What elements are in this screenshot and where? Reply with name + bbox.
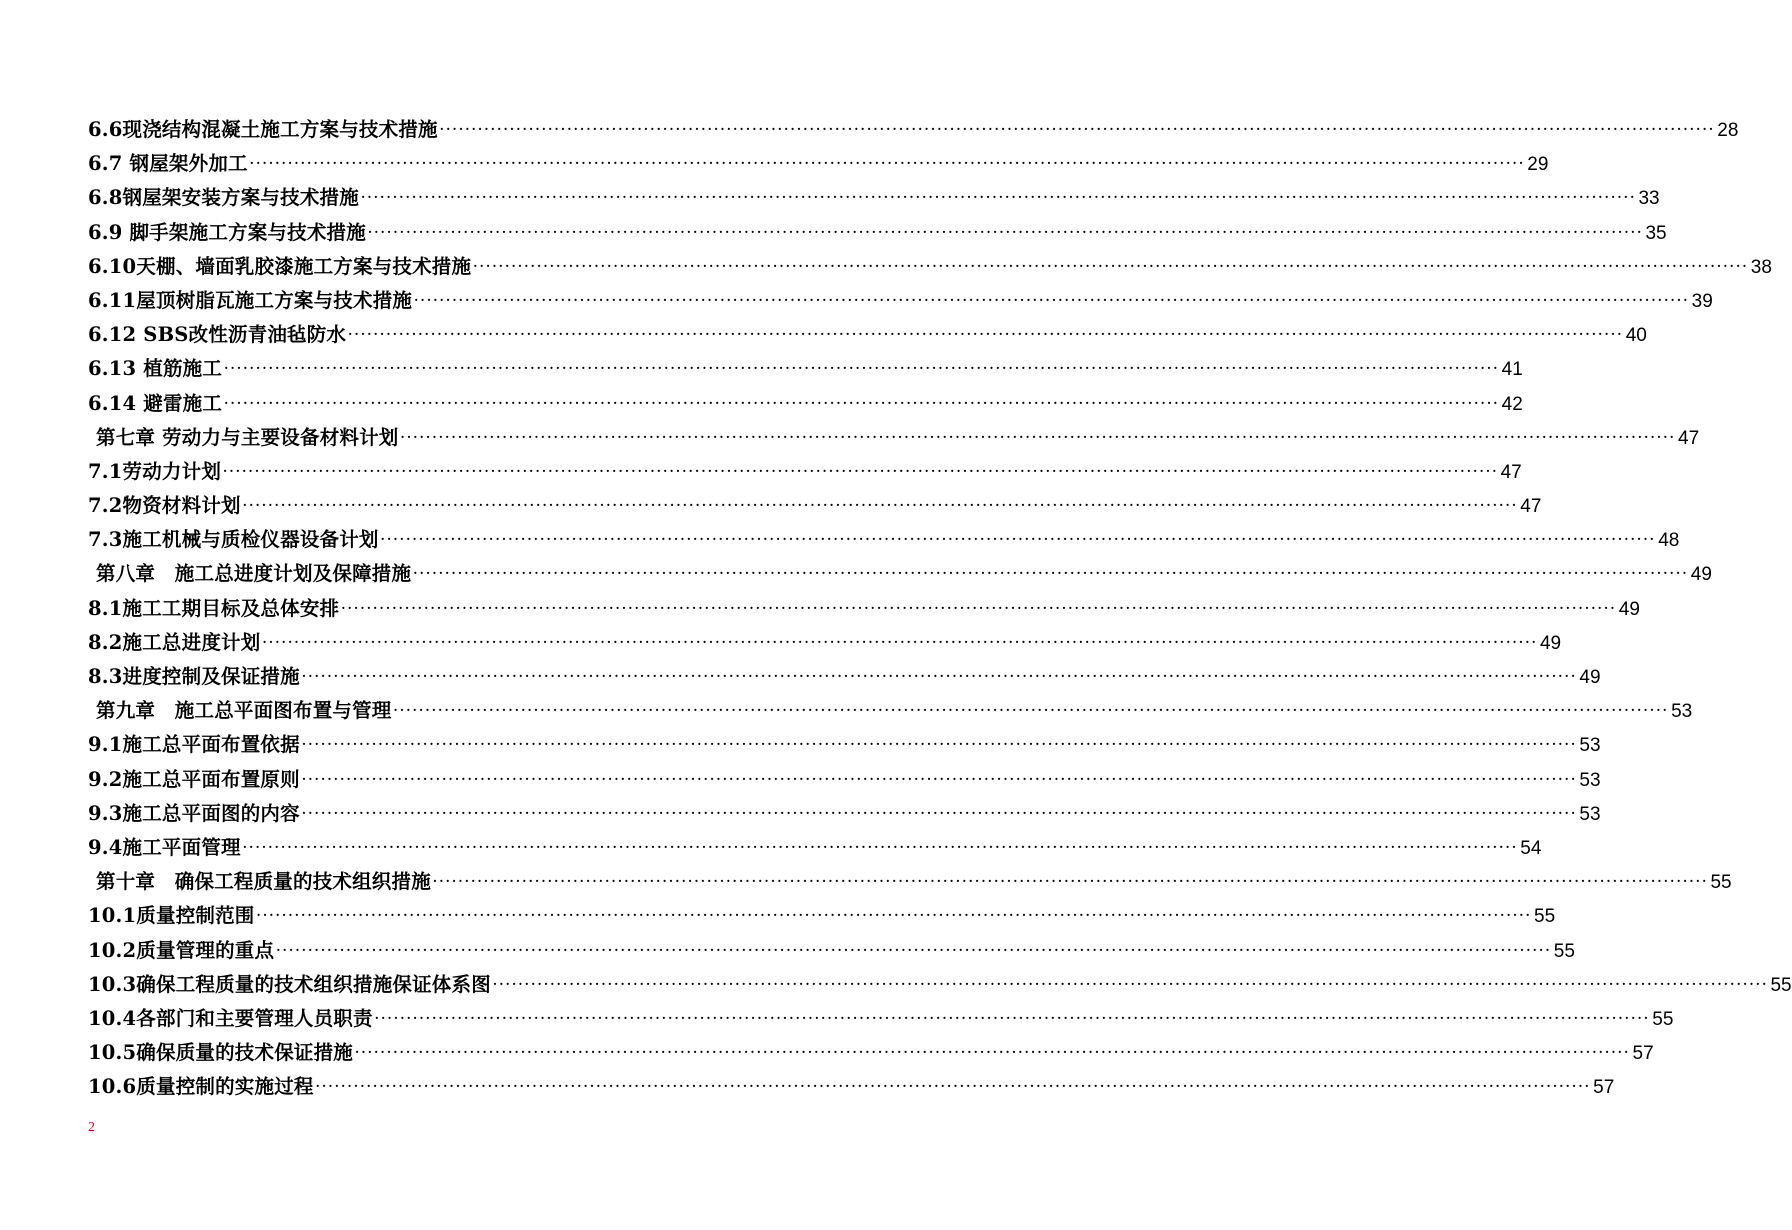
toc-dot-leader: ········································································································································································································ <box>242 839 1519 854</box>
toc-chapter-entry[interactable] <box>88 865 1732 899</box>
toc-entry-title: 6.6现浇结构混凝土施工方案与技术措施 <box>88 118 438 141</box>
toc-entry[interactable] <box>88 250 1772 284</box>
toc-dot-leader: ········································································································································································································ <box>242 498 1519 513</box>
toc-entry-title: 6.12 SBS改性沥青油毡防水 <box>88 323 347 347</box>
toc-entry-title: 10.1质量控制范围 <box>88 904 255 928</box>
toc-entry-page: 39 <box>1691 290 1713 312</box>
toc-entry[interactable] <box>88 216 1667 250</box>
toc-dot-leader: ········································································································································································································ <box>256 908 1533 923</box>
toc-dot-leader: ········································································································································································································ <box>315 1079 1592 1094</box>
toc-dot-leader: ········································································································································································································ <box>393 703 1670 718</box>
toc-dot-leader: ········································································································································································································ <box>439 122 1716 136</box>
toc-entry-title: 10.5确保质量的技术保证措施 <box>88 1041 353 1065</box>
toc-entry-page: 33 <box>1638 188 1660 210</box>
toc-entry-title: 6.14 避雷施工 <box>88 391 223 415</box>
toc-entry-page: 38 <box>1750 256 1772 278</box>
toc-dot-leader: ········································································································································································································ <box>374 1010 1651 1025</box>
toc-entry[interactable] <box>88 387 1523 421</box>
toc-entry-page: 48 <box>1658 530 1680 552</box>
toc-entry-title: 10.3确保工程质量的技术组织措施保证体系图 <box>88 972 491 996</box>
toc-entry-page: 53 <box>1579 769 1601 791</box>
toc-entry-title: 6.13 植筋施工 <box>88 357 223 381</box>
toc-entry[interactable] <box>88 1036 1654 1070</box>
toc-chapter-entry[interactable] <box>88 694 1693 728</box>
toc-dot-leader: ········································································································································································································ <box>414 292 1690 307</box>
toc-entry[interactable] <box>88 1070 1615 1104</box>
table-of-contents <box>88 113 1792 1104</box>
toc-entry-title: 10.2质量管理的重点 <box>88 938 275 962</box>
toc-entry[interactable] <box>88 728 1601 762</box>
toc-entry-title: 10.6质量控制的实施过程 <box>88 1075 314 1099</box>
toc-entry-page: 47 <box>1678 427 1700 449</box>
toc-entry-page: 54 <box>1520 837 1542 859</box>
toc-entry-page: 57 <box>1593 1077 1615 1099</box>
toc-entry[interactable] <box>88 899 1556 933</box>
toc-entry[interactable] <box>88 660 1601 694</box>
toc-entry-title: 9.3施工总平面图的内容 <box>88 801 300 825</box>
toc-entry-title: 第八章 施工总进度计划及保障措施 <box>96 562 412 586</box>
toc-entry-title: 7.1劳动力计划 <box>88 459 222 483</box>
toc-dot-leader: ········································································································································································································ <box>224 395 1500 410</box>
toc-entry-title: 6.11屋顶树脂瓦施工方案与技术措施 <box>88 288 413 312</box>
toc-entry[interactable] <box>88 626 1562 660</box>
toc-dot-leader: ········································································································································································································ <box>249 156 1526 171</box>
toc-entry-page: 55 <box>1710 872 1732 894</box>
toc-entry-title: 6.9 脚手架施工方案与技术措施 <box>88 220 366 244</box>
toc-dot-leader: ········································································································································································································ <box>355 1045 1631 1060</box>
toc-entry-title: 6.8钢屋架安装方案与技术措施 <box>88 186 359 210</box>
toc-entry[interactable] <box>88 968 1792 1002</box>
toc-entry[interactable] <box>88 1002 1674 1036</box>
toc-entry-page: 55 <box>1553 940 1575 962</box>
toc-entry-page: 53 <box>1671 701 1693 723</box>
toc-dot-leader: ········································································································································································································ <box>473 258 1749 273</box>
toc-entry-page: 53 <box>1579 803 1601 825</box>
toc-dot-leader: ········································································································································································································ <box>367 224 1644 239</box>
toc-entry-page: 53 <box>1579 735 1601 757</box>
toc-entry[interactable] <box>88 523 1680 557</box>
toc-entry[interactable] <box>88 181 1660 215</box>
toc-entry-page: 28 <box>1717 120 1739 141</box>
toc-chapter-entry[interactable] <box>88 421 1700 455</box>
toc-entry[interactable] <box>88 147 1549 181</box>
toc-entry[interactable] <box>88 113 1739 147</box>
toc-entry-page: 55 <box>1770 974 1792 996</box>
toc-entry-title: 7.2物资材料计划 <box>88 494 241 518</box>
toc-dot-leader: ········································································································································································································ <box>400 429 1677 444</box>
toc-entry[interactable] <box>88 797 1601 831</box>
toc-entry-title: 8.3进度控制及保证措施 <box>88 665 300 688</box>
toc-dot-leader: ········································································································································································································ <box>492 976 1769 991</box>
toc-entry-title: 9.4施工平面管理 <box>88 835 241 859</box>
toc-entry-page: 47 <box>1520 496 1542 518</box>
toc-entry[interactable] <box>88 763 1601 797</box>
toc-entry-page: 49 <box>1539 632 1562 654</box>
toc-dot-leader: ········································································································································································································ <box>432 874 1709 889</box>
toc-dot-leader: ········································································································································································································ <box>276 942 1552 957</box>
toc-entry-page: 55 <box>1534 906 1556 928</box>
toc-dot-leader: ········································································································································································································ <box>360 190 1637 205</box>
toc-entry-page: 40 <box>1625 325 1647 347</box>
toc-entry-page: 55 <box>1652 1008 1674 1030</box>
toc-entry-title: 8.2施工总进度计划 <box>88 630 261 654</box>
toc-entry-page: 49 <box>1618 598 1640 620</box>
toc-chapter-entry[interactable] <box>88 557 1712 591</box>
toc-entry-title: 9.1施工总平面布置依据 <box>88 733 300 757</box>
toc-entry[interactable] <box>88 489 1542 523</box>
toc-dot-leader: ········································································································································································································ <box>348 327 1624 342</box>
toc-dot-leader: ········································································································································································································ <box>301 771 1578 786</box>
toc-dot-leader: ········································································································································································································ <box>413 566 1689 581</box>
toc-entry-page: 29 <box>1527 154 1549 176</box>
toc-entry-page: 47 <box>1500 461 1522 483</box>
toc-entry-title: 第九章 施工总平面图布置与管理 <box>96 699 392 723</box>
toc-entry-title: 第十章 确保工程质量的技术组织措施 <box>96 870 431 894</box>
toc-entry-title: 6.10天棚、墙面乳胶漆施工方案与技术措施 <box>88 254 472 278</box>
toc-dot-leader: ········································································································································································································ <box>262 634 1538 649</box>
toc-dot-leader: ········································································································································································································ <box>224 361 1500 376</box>
toc-entry[interactable] <box>88 284 1713 318</box>
toc-entry[interactable] <box>88 934 1575 968</box>
toc-entry-title: 9.2施工总平面布置原则 <box>88 767 300 791</box>
toc-entry[interactable] <box>88 592 1640 626</box>
toc-entry-page: 41 <box>1501 359 1523 381</box>
toc-dot-leader: ········································································································································································································ <box>301 669 1578 683</box>
toc-dot-leader: ········································································································································································································ <box>223 463 1499 478</box>
toc-dot-leader: ········································································································································································································ <box>341 600 1617 615</box>
toc-entry[interactable] <box>88 352 1523 386</box>
toc-entry[interactable] <box>88 831 1542 865</box>
page-number: 2 <box>88 1120 95 1135</box>
toc-dot-leader: ········································································································································································································ <box>301 737 1578 752</box>
toc-entry-page: 49 <box>1579 667 1601 688</box>
toc-entry-page: 42 <box>1501 393 1523 415</box>
toc-dot-leader: ········································································································································································································ <box>301 805 1578 820</box>
toc-entry-page: 49 <box>1690 564 1712 586</box>
toc-entry-title: 第七章 劳动力与主要设备材料计划 <box>96 425 399 449</box>
toc-entry-title: 10.4各部门和主要管理人员职责 <box>88 1006 373 1030</box>
toc-entry-page: 57 <box>1632 1043 1654 1065</box>
toc-entry-title: 7.3施工机械与质检仪器设备计划 <box>88 528 379 552</box>
toc-entry-page: 35 <box>1645 222 1667 244</box>
toc-dot-leader: ········································································································································································································ <box>380 532 1657 547</box>
toc-entry-title: 8.1施工工期目标及总体安排 <box>88 596 340 620</box>
toc-entry[interactable] <box>88 318 1647 352</box>
toc-entry-title: 6.7 钢屋架外加工 <box>88 152 248 176</box>
toc-entry[interactable] <box>88 455 1522 489</box>
